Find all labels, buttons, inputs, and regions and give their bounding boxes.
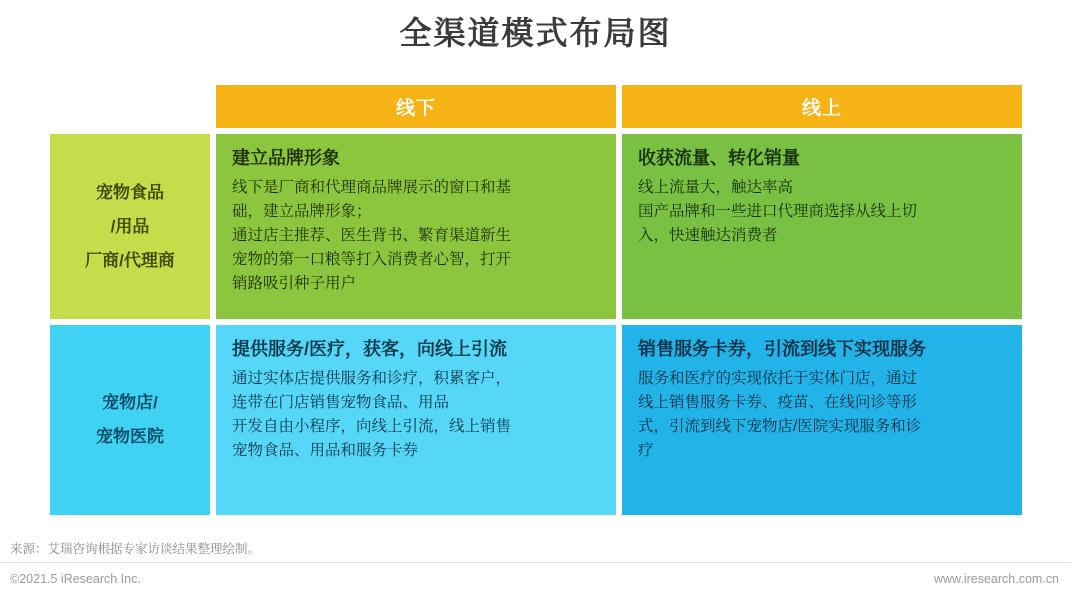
cell-body [232,176,600,296]
matrix-diagram [50,85,1022,521]
row-label-line: 宠物食品 [96,182,164,202]
cell-title: 建立品牌形象 [232,148,340,168]
cell-body-line: 入，快速触达消费者 [638,227,778,245]
cell-body-line: 服务和医疗的实现依托于实体门店，通过 [638,370,918,388]
matrix-row-manufacturer [50,134,1022,319]
cell-title: 提供服务/医疗，获客，向线上引流 [232,339,507,359]
cell-body-line: 宠物的第一口粮等打入消费者心智，打开 [232,251,512,269]
header-row [50,85,1022,128]
cell-petstore-offline [216,325,616,515]
row-label-petstore [50,325,210,515]
row-label-line: 宠物医院 [96,427,164,446]
cell-body-line: 宠物食品、用品和服务卡券 [232,442,419,460]
cell-body-line: 础，建立品牌形象； [232,203,372,221]
cell-title: 收获流量、转化销量 [638,148,800,168]
cell-body-line: 式，引流到线下宠物店/医院实现服务和诊 [638,418,922,436]
cell-manufacturer-online [622,134,1022,319]
cell-body-line: 通过实体店提供服务和诊疗，积累客户， [232,370,512,388]
footer-copyright: ©2021.5 iResearch Inc. [10,572,141,586]
cell-body-line: 国产品牌和一些进口代理商选择从线上切 [638,203,918,221]
column-header-offline: 线下 [216,85,616,128]
page-title: 全渠道模式布局图 [399,15,672,51]
row-label-line: /用品 [110,216,150,236]
column-header-online: 线上 [622,85,1022,128]
cell-body-line: 通过店主推荐、医生背书、繁育渠道新生 [232,227,512,245]
cell-body [638,176,1006,248]
footer-divider [0,562,1071,563]
row-label-manufacturer [50,134,210,319]
footer-website: www.iresearch.com.cn [933,572,1059,586]
cell-petstore-online [622,325,1022,515]
cell-manufacturer-offline [216,134,616,319]
cell-title: 销售服务卡券，引流到线下实现服务 [638,339,926,359]
cell-body-line: 开发自由小程序，向线上引流，线上销售 [232,418,512,436]
cell-body-line: 线上流量大，触达率高 [638,179,794,197]
cell-body-line: 线上销售服务卡券、疫苗、在线问诊等形 [638,394,918,412]
matrix-row-petstore [50,325,1022,515]
header-corner-spacer [50,85,210,128]
cell-body-line: 销路吸引种子用户 [232,275,357,293]
cell-body-line: 连带在门店销售宠物食品、用品 [232,394,450,412]
cell-body-line: 疗 [638,442,654,460]
cell-body [232,367,600,463]
cell-body [638,367,1006,463]
source-note: 来源：艾瑞咨询根据专家访谈结果整理绘制。 [10,542,261,556]
row-label-line: 厂商/代理商 [85,250,175,270]
cell-body-line: 线下是厂商和代理商品牌展示的窗口和基 [232,179,512,197]
row-label-line: 宠物店/ [102,393,158,412]
